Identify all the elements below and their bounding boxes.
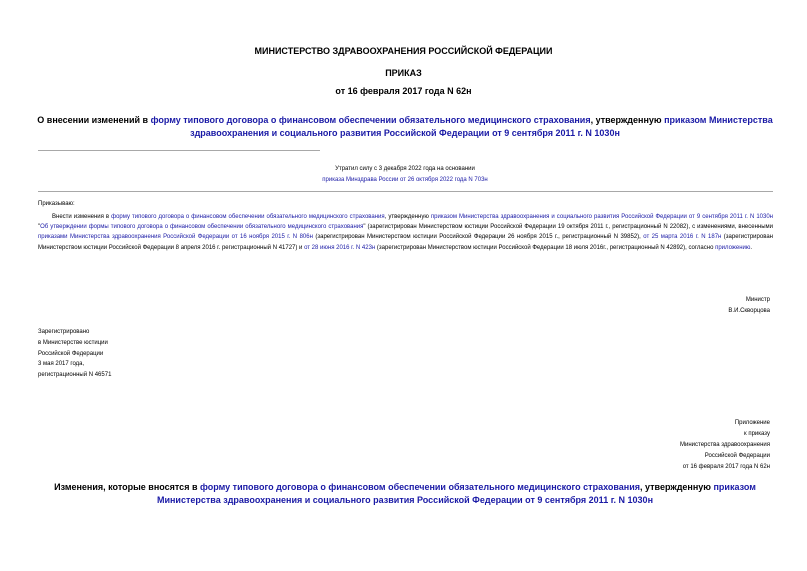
- document-date-number: от 16 февраля 2017 года N 62н: [335, 86, 472, 96]
- para-text: , утвержденную: [384, 214, 431, 220]
- signature-block: [620, 295, 770, 317]
- appendix-title-link-order[interactable]: приказом Министерства здравоохранения и социального развития Российской Федерации от 9 сентября 2011 г. N 1030н: [156, 482, 756, 505]
- para-link-appendix[interactable]: приложению: [715, 244, 751, 251]
- registration-line: Зарегистрировано: [38, 329, 90, 335]
- appendix-line: от 16 февраля 2017 года N 62н: [682, 464, 770, 470]
- para-text: (зарегистрирован Министерством юстиции Российской Федерации 18 июля 2016г., регистрационный N 42892), согласно: [375, 244, 716, 251]
- para-text: " (зарегистрирован Министерством юстиции Российской Федерации 19 октября 2011 г., регистрационный N 22082), с изменениями, внесенными: [363, 224, 773, 231]
- registration-line: Российской Федерации: [38, 350, 104, 357]
- document-type: ПРИКАЗ: [385, 68, 422, 78]
- ministry-heading: МИНИСТЕРСТВО ЗДРАВООХРАНЕНИЯ РОССИЙСКОЙ ФЕДЕРАЦИИ: [254, 46, 553, 56]
- divider-long: [38, 191, 773, 192]
- lost-force-text: Утратил силу с 3 декабря 2022 года на основании: [335, 166, 475, 172]
- order-paragraph: [38, 212, 773, 253]
- appendix-title-mid: , утвержденную: [640, 482, 714, 492]
- para-text: ": [38, 224, 41, 231]
- para-link-order-title[interactable]: Об утверждении формы типового договора о финансовом обеспечении обязательного медицинского страхования: [40, 224, 364, 231]
- para-link-order-806n[interactable]: приказами Министерства здравоохранения Российской Федерации от 16 ноября 2015 г. N 806н: [38, 234, 313, 241]
- para-text: (зарегистрирован Министерством юстиции Российской Федерации 26 ноября 2015 г., регистрационный N 39852),: [312, 234, 644, 241]
- title-text-mid: , утвержденную: [590, 115, 665, 125]
- para-link-order-187n[interactable]: от 25 марта 2016 г. N 187н: [643, 234, 722, 241]
- signature-name: В.И.Скворцова: [728, 308, 770, 314]
- registration-line: регистрационный N 46571: [38, 372, 112, 379]
- document-title: [30, 114, 780, 140]
- appendix-line: Приложение: [734, 420, 770, 426]
- appendix-block: [600, 418, 770, 473]
- appendix-title: [30, 481, 780, 507]
- appendix-line: к приказу: [744, 431, 770, 437]
- title-link-form[interactable]: форму типового договора о финансовом обеспечении обязательного медицинского страхования: [150, 115, 591, 125]
- para-link-order-423n[interactable]: от 28 июня 2016 г. N 423н: [304, 244, 376, 251]
- registration-block: [38, 327, 198, 381]
- divider-short: [38, 150, 320, 151]
- para-link-form[interactable]: форму типового договора о финансовом обеспечении обязательного медицинского страхования: [111, 214, 385, 220]
- registration-line: в Министерстве юстиции: [38, 339, 108, 346]
- appendix-title-link-form[interactable]: форму типового договора о финансовом обеспечении обязательного медицинского страхования: [199, 482, 640, 492]
- appendix-line: Министерства здравоохранения: [680, 442, 770, 448]
- lost-force-link[interactable]: приказа Минздрава России от 26 октября 2022 года N 703н: [322, 177, 488, 183]
- signature-position: Министр: [745, 297, 770, 303]
- lost-force-note: [240, 164, 570, 186]
- registration-line: 3 мая 2017 года,: [38, 361, 85, 368]
- appendix-title-pre: Изменения, которые вносятся в: [54, 482, 200, 492]
- para-text: .: [750, 244, 753, 251]
- para-link-order-1030n[interactable]: приказом Министерства здравоохранения и социального развития Российской Федерации от 9 сентября 2011 г. N 1030н: [430, 214, 773, 220]
- title-link-order[interactable]: приказом Министерства здравоохранения и социального развития Российской Федерации от 9 сентября 2011 г. N 1030н: [190, 115, 773, 138]
- appendix-line: Российской Федерации: [704, 453, 770, 459]
- title-text-pre: О внесении изменений в: [37, 115, 151, 125]
- para-text: Внести изменения в: [52, 214, 112, 220]
- para-text: (зарегистрирован Министерством юстиции Российской Федерации 8 апреля 2016 г. регистрационный N 41727) и: [38, 234, 773, 251]
- order-label: Приказываю:: [38, 201, 75, 207]
